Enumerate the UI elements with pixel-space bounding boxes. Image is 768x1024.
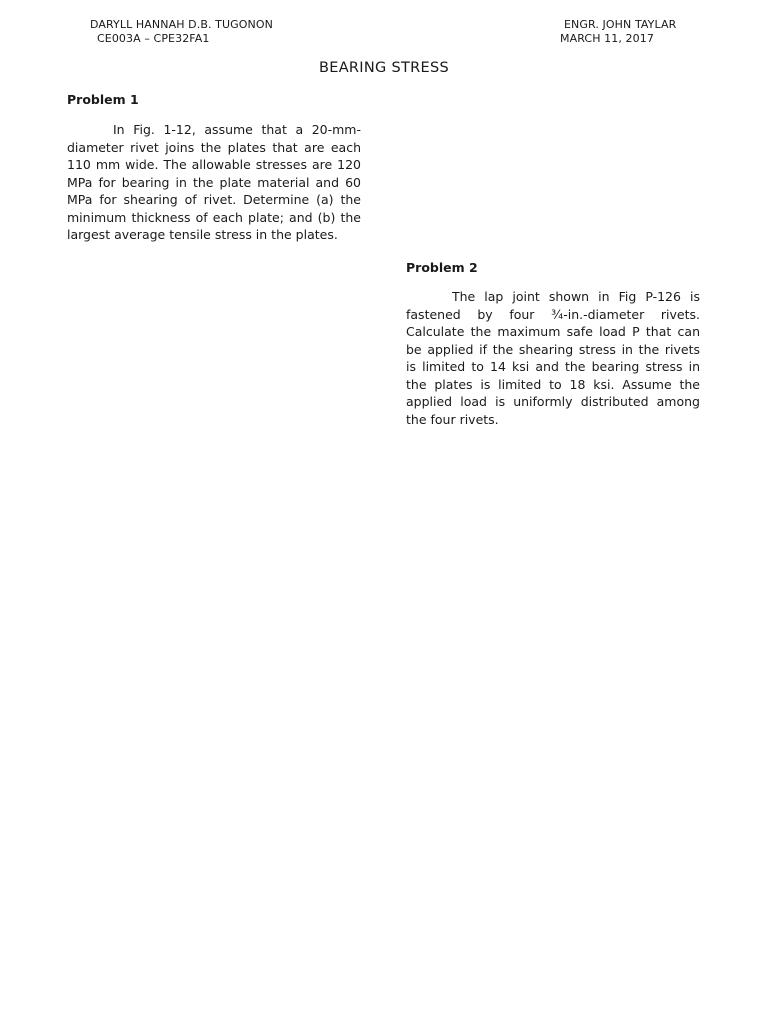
document-title: BEARING STRESS [319,60,449,76]
problem-2-text: The lap joint shown in Fig P-126 is fastened by four ¾-in.-diameter rivets. Calculate the maximum safe load P that can be applied if the shearing stress in the rivets is limited to 14 ksi and the bearing stress in the plates is limited to 18 ksi. Assume the applied load is uniformly distributed among the four rivets. [406,289,700,427]
problem-2-heading: Problem 2 [406,260,478,275]
course-code: CE003A – CPE32FA1 [97,32,210,45]
student-name: DARYLL HANNAH D.B. TUGONON [90,18,273,31]
problem-1-text: In Fig. 1-12, assume that a 20-mm-diameter rivet joins the plates that are each 110 mm wide. The allowable stresses are 120 MPa for bearing in the plate material and 60 MPa for shearing of rivet. Determine (a) the minimum thickness of each plate; and (b) the largest average tensile stress in the plates. [67,122,361,242]
problem-1-heading: Problem 1 [67,92,139,107]
instructor-name: ENGR. JOHN TAYLAR [564,18,677,31]
document-date: MARCH 11, 2017 [560,32,654,45]
